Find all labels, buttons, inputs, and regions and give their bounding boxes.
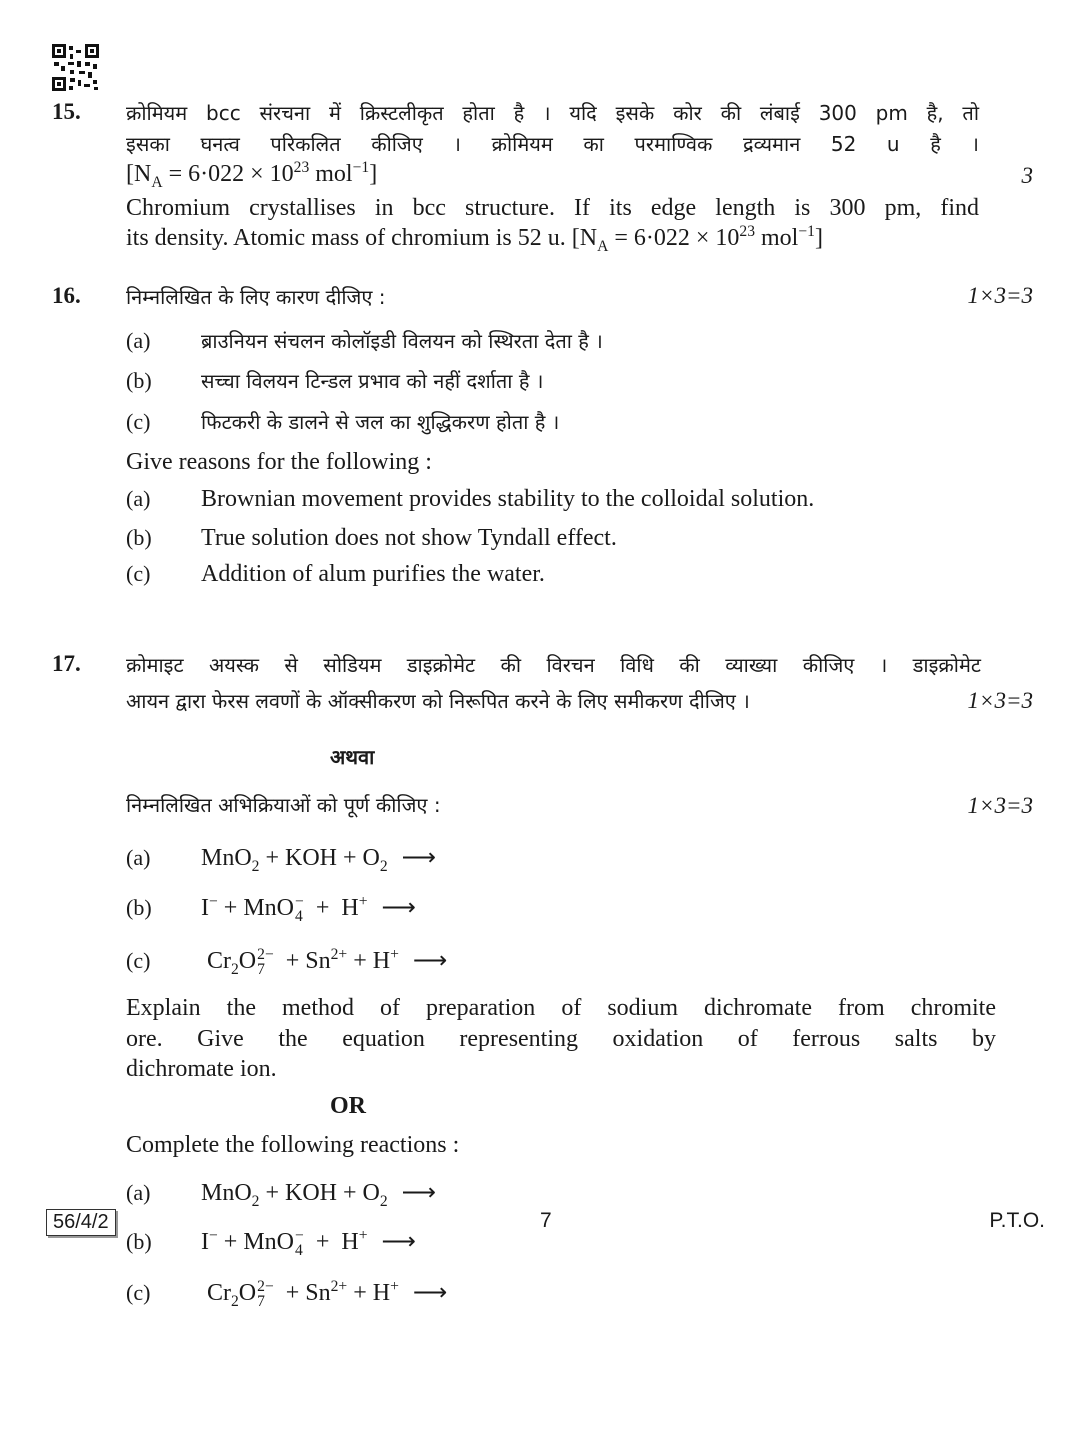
english-or-heading: OR bbox=[330, 1093, 366, 1119]
list-item: (c) Addition of alum purifies the water. bbox=[126, 561, 545, 587]
hindi-or-heading: अथवा bbox=[330, 745, 375, 769]
q17-hindi-complete: निम्नलिखित अभिक्रियाओं को पूर्ण कीजिए : bbox=[126, 793, 441, 817]
page-number: 7 bbox=[540, 1209, 552, 1232]
q17-english-complete: Complete the following reactions : bbox=[126, 1132, 460, 1158]
pto-label: P.T.O. bbox=[989, 1209, 1045, 1232]
q17-marks: 1×3=3 bbox=[967, 688, 1033, 713]
list-item: (a) Brownian movement provides stability to the colloidal solution. bbox=[126, 486, 815, 512]
q15-marks: 3 bbox=[1021, 163, 1033, 188]
arrow-icon: ⟶ bbox=[401, 845, 437, 871]
reaction-b: (b) I− + MnO − 4 + H+ ⟶ bbox=[126, 892, 416, 926]
q15-hindi-line1: क्रोमियम bcc संरचना में क्रिस्टलीकृत होता है । यदि इसके कोर की लंबाई 300 pm है, तो bbox=[126, 101, 979, 125]
arrow-icon: ⟶ bbox=[412, 948, 448, 974]
reaction-a: (a) MnO$_2$ + KOH + $O_2$ ⟶ bbox=[126, 845, 437, 875]
question-number: 17. bbox=[52, 651, 81, 676]
q16-hindi-prompt: निम्नलिखित के लिए कारण दीजिए : bbox=[126, 285, 386, 309]
arrow-icon: ⟶ bbox=[412, 1280, 448, 1306]
q16-english-prompt: Give reasons for the following : bbox=[126, 449, 432, 475]
list-item: (b) True solution does not show Tyndall effect. bbox=[126, 525, 617, 551]
q15-avogadro-constant: [$N_A = 6\cdot 022 \times 10^{23}$ mol$^{-1}$] bbox=[126, 159, 378, 191]
arrow-icon: ⟶ bbox=[381, 1229, 416, 1255]
q17-english-line2: ore. Give the equation representing oxidation of ferrous salts by bbox=[126, 1026, 996, 1052]
list-item: (c) फिटकरी के डालने से जल का शुद्धिकरण होता है । bbox=[126, 409, 560, 434]
q17-english-line1: Explain the method of preparation of sodium dichromate from chromite bbox=[126, 995, 996, 1021]
q15-hindi-line2: इसका घनत्व परिकलित कीजिए । क्रोमियम का परमाण्विक द्रव्यमान 52 u है । bbox=[126, 132, 979, 156]
question-number: 15. bbox=[52, 99, 81, 124]
reaction-b: (b) I− + MnO − 4 + H+ ⟶ bbox=[126, 1226, 416, 1260]
reaction-c: (c) $Cr_2O$ 2− 7 + $Sn^{2+} + H^+$ ⟶ bbox=[126, 945, 448, 979]
arrow-icon: ⟶ bbox=[381, 895, 416, 921]
q15-english-line1: Chromium crystallises in bcc structure. If its edge length is 300 pm, find bbox=[126, 195, 979, 221]
q17-complete-marks: 1×3=3 bbox=[967, 793, 1033, 818]
arrow-icon: ⟶ bbox=[401, 1180, 437, 1206]
list-item: (b) सच्चा विलयन टिन्डल प्रभाव को नहीं दर्शाता है । bbox=[126, 368, 544, 393]
q16-marks: 1×3=3 bbox=[967, 283, 1033, 308]
q17-hindi-line1: क्रोमाइट अयस्क से सोडियम डाइक्रोमेट की विरचन विधि की व्याख्या कीजिए । डाइक्रोमेट bbox=[126, 653, 981, 677]
q17-english-line3: dichromate ion. bbox=[126, 1056, 277, 1082]
reaction-c: (c) $Cr_2O$ 2− 7 + $Sn^{2+} + H^+$ ⟶ bbox=[126, 1277, 448, 1311]
paper-code-badge: 56/4/2 bbox=[46, 1209, 116, 1236]
q17-hindi-line2: आयन द्वारा फेरस लवणों के ऑक्सीकरण को निरूपित करने के लिए समीकरण दीजिए । bbox=[126, 689, 750, 713]
qr-code bbox=[52, 44, 99, 91]
list-item: (a) ब्राउनियन संचलन कोलॉइडी विलयन को स्थिरता देता है । bbox=[126, 328, 603, 353]
reaction-a: (a) MnO$_2$ + KOH + $O_2$ ⟶ bbox=[126, 1180, 437, 1210]
question-number: 16. bbox=[52, 283, 81, 308]
q15-english-line2: its density. Atomic mass of chromium is 52 u. [$N_A = 6\cdot 022 \times 10^{23}$ mol$^{-1}$] bbox=[126, 223, 823, 255]
